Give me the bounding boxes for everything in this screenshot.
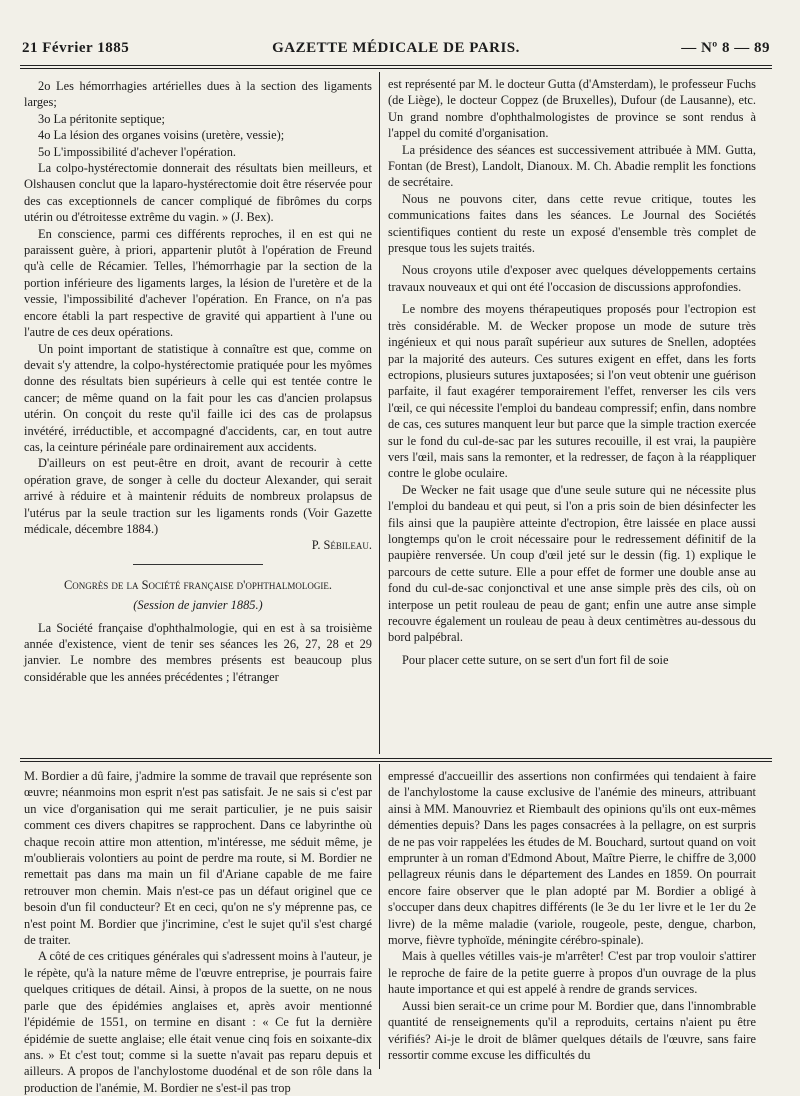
column-right-top — [388, 76, 756, 754]
list-item: 3o La péritonite septique; — [38, 111, 165, 126]
header-title: GAZETTE MÉDICALE DE PARIS. — [272, 40, 520, 56]
header-page-number: — Nº 8 — 89 — [681, 40, 770, 56]
column-divider-top — [379, 72, 380, 754]
paragraph: Un point important de statistique à connaître est que, comme on devait s'y attendre, la colpo-hystérectomie pratiquée pour les myômes donne des résultats bien supérieurs à celle qui est tentée contre le cancer; de même quand on la fait pour les cas d'ancien prolapsus utérin. On conçoit du reste qu'il faille ici des cas de prolapsus invétéré, irréductible, et accompagné d'accidents, car, en tout autre cas, la ceinture périnéale pare ordinairement aux accidents. — [24, 341, 372, 454]
column-divider-bottom — [379, 764, 380, 1069]
list-item: 4o La lésion des organes voisins (uretère, vessie); — [38, 128, 285, 143]
section-divider — [20, 758, 772, 759]
header-rule-thin — [20, 68, 772, 69]
column-right-bottom — [388, 768, 756, 1068]
paragraph: Mais à quelles vétilles vais-je m'arrêter! C'est par trop vouloir s'attirer le reproche de faire de la petite guerre à propos d'un ouvrage de la plus haute importance et qui est appelé à rendre de grands services. — [388, 949, 756, 997]
paragraph: La Société française d'ophthalmologie, qui en est à sa troisième année d'existence, vient de tenir ses séances les 26, 27, 28 et 29 janvier. Le nombre des membres présents est beaucoup plus considérable que les années précédentes ; l'étranger — [24, 620, 372, 684]
list-item: 2o Les hémorrhagies artérielles dues à la section des ligaments larges; — [24, 79, 372, 110]
page-header — [22, 40, 770, 62]
paragraph: Pour placer cette suture, on se sert d'un fort fil de soie — [402, 652, 669, 667]
paragraph: empressé d'accueillir des assertions non confirmées qui tendaient à faire de l'anchylostome la cause exclusive de l'anémie des mineurs, attribuant ainsi à MM. Manouvriez et Riembault des opinions qu'ils ont eux-mêmes démenties depuis? Dans les pages consacrées à la pellagre, on est surpris de ne pas voir rappelées les études de M. Bouchard, surtout quand on voit emprunter à un roman d'Edmond About, Maître Pierre, le chiffre de 3,000 pellagreux réunis dans le département des Landes en 1859. On pourrait encore faire observer que le plan adopté par M. Bordier a obligé à s'occuper dans deux chapitres différents (le 3e du 1er livre et le 1er du 2e livre) de la même maladie (variole, rougeole, peste, dengue, charbon, morve, fièvre typhoïde, méningite cérébro-spinale). — [388, 769, 756, 948]
article-separator — [133, 564, 263, 565]
paragraph: D'ailleurs on est peut-être en droit, avant de recourir à cette opération grave, de songer à celle du docteur Alexander, qui serait arrivé à réduire et à maintenir réduits de nombreux prolapsus de l'utérus par la seule traction sur les ligaments ronds (Voir Gazette médicale, décembre 1884.) — [24, 456, 372, 536]
list-item: 5o L'impossibilité d'achever l'opération. — [38, 144, 237, 159]
paragraph: La colpo-hystérectomie donnerait des résultats bien meilleurs, et Olshausen conclut que la laparo-hystérectomie doit être réservée pour des cas exceptionnels de cancer compliqué de fibrômes du corps utérin ou d'étroitesse extrême du vagin. » (J. Bex). — [24, 161, 372, 225]
section-divider-thin — [20, 761, 772, 762]
paragraph: A côté de ces critiques générales qui s'adressent moins à l'auteur, je le répète, qu'à la nature même de l'œuvre entreprise, je pourrais faire quelques critiques de détail. Ainsi, à propos de la suette, on ne nous parle que des épidémies anglaises et, après avoir mentionné l'épidémie de 1551, on termine en disant : « Ce fut la dernière épidémie de suette anglaise; elle était venue cinq fois en soixante-dix ans. » Et c'est tout; comme si la suette n'avait pas reparu depuis et ailleurs. A propos de l'anchylostome duodénal et de son rôle dans la production de l'anémie, M. Bordier ne s'est-il pas trop — [24, 949, 372, 1095]
paragraph: La présidence des séances est successivement attribuée à MM. Gutta, Fontan (de Brest), Landolt, Dianoux. M. Ch. Abadie remplit les fonctions de secrétaire. — [388, 142, 756, 190]
paragraph: De Wecker ne fait usage que d'une seule suture qui ne nécessite plus l'emploi du bandeau et qui peut, si l'on a pris soin de bien désinfecter les fils ainsi que la paupière atteinte d'ectropion, être laissée en place aussi longtemps qu'on le croit nécessaire pour le redressement définitif de la paupière renversée. Un coup d'œil jeté sur le dessin (fig. 1) explique le parcours de cette suture. Elle a pour effet de former une double anse au fond du cul-de-sac conjonctival et une anse simple près des cils, où on interpose un petit rouleau de peau de gant; enfin une autre anse simple recouvre également un rouleau de peau à deux centimètres au-dessous du bord palpébral. — [388, 482, 756, 645]
paragraph: Nous croyons utile d'exposer avec quelques développements certains travaux nouveaux et qui ont été l'occasion de discussions approfondies. — [388, 263, 756, 294]
paragraph: Aussi bien serait-ce un crime pour M. Bordier que, dans l'innombrable quantité de renseignements qu'il a reproduits, certains n'aient pu être vérifiés? Ai-je le droit de blâmer quelques détails de l'œuvre, sans faire ressortir comme excuse les difficultés du — [388, 998, 756, 1062]
column-left-bottom — [24, 768, 372, 1095]
section-title: Congrès de la Société française d'ophthalmologie. — [64, 577, 332, 592]
paragraph: est représenté par M. le docteur Gutta (d'Amsterdam), le professeur Fuchs (de Liège), le docteur Coppez (de Bruxelles), Dufour (de Lausanne), etc. Un grand nombre d'ophthalmologistes de province se sont rendus à l'appel du comité d'organisation. — [388, 77, 756, 141]
header-rule — [20, 65, 772, 66]
paragraph: En conscience, parmi ces différents reproches, il en est qui ne paraissent guère, à priori, appartenir plutôt à l'opération de Freund qu'à celle de Récamier. Telles, l'hémorrhagie par la section de la portion inférieure des ligaments larges, la lésion de l'uretère et de la vessie, l'impossibilité d'achever l'opération. En France, on n'a pas encore établi la part respective de gravité qui appartient à l'une ou l'autre de ces deux opérations. — [24, 226, 372, 340]
column-left-top — [24, 78, 372, 754]
paragraph: Nous ne pouvons citer, dans cette revue critique, toutes les communications faites dans les séances. Le Journal des Sociétés scientifiques contient du reste un exposé d'ensemble très complet de presque tous les sujets traités. — [388, 191, 756, 256]
author-signature: P. Sébileau. — [311, 538, 372, 553]
paragraph: Le nombre des moyens thérapeutiques proposés pour l'ectropion est très considérable. M. de Wecker propose un mode de suture très ingénieux et qui nous paraît supérieur aux sutures de Snellen, adoptées par la majorité des auteurs. Ces sutures exigent en effet, dans les forts ectropions, plusieurs sutures juxtaposées; si l'on veut obtenir une guérison parfaite, il faut exagérer temporairement l'effet, renverser les cils vers l'œil, ce qui nécessite l'emploi du bandeau compressif; enfin, dans nombre de cas, ces sutures manquent leur but parce que la simple traction exercée sur le fond du cul-de-sac par les sutures recouille, il est vrai, la paupière vers l'œil, mais sans la remonter, et la redresser, de façon à la réappliquer contre le globe oculaire. — [388, 302, 756, 481]
paragraph: M. Bordier a dû faire, j'admire la somme de travail que représente son œuvre; néanmoins mon esprit n'est pas satisfait. Je ne sais si c'est par un vice d'organisation qui me serait particulier, je ne puis saisir comment ces divers chapitres se rapprochent. Dans ce labyrinthe où chaque recoin attire mon attention, m'intéresse, me séduit même, je m'oublierais volontiers au point de perdre ma route, si M. Bordier ne remettait pas dans ma main un fil d'Ariane capable de me faire retrouver mon chemin. Mais n'est-ce pas un défaut originel que ce besoin d'un fil conducteur? Et en ceci, qu'on ne s'y méprenne pas, ce n'est point M. Bordier que j'incrimine, c'est le sujet qu'il s'est chargé de traiter. — [24, 769, 372, 948]
section-subtitle: (Session de janvier 1885.) — [133, 598, 263, 613]
header-date: 21 Février 1885 — [22, 40, 130, 56]
